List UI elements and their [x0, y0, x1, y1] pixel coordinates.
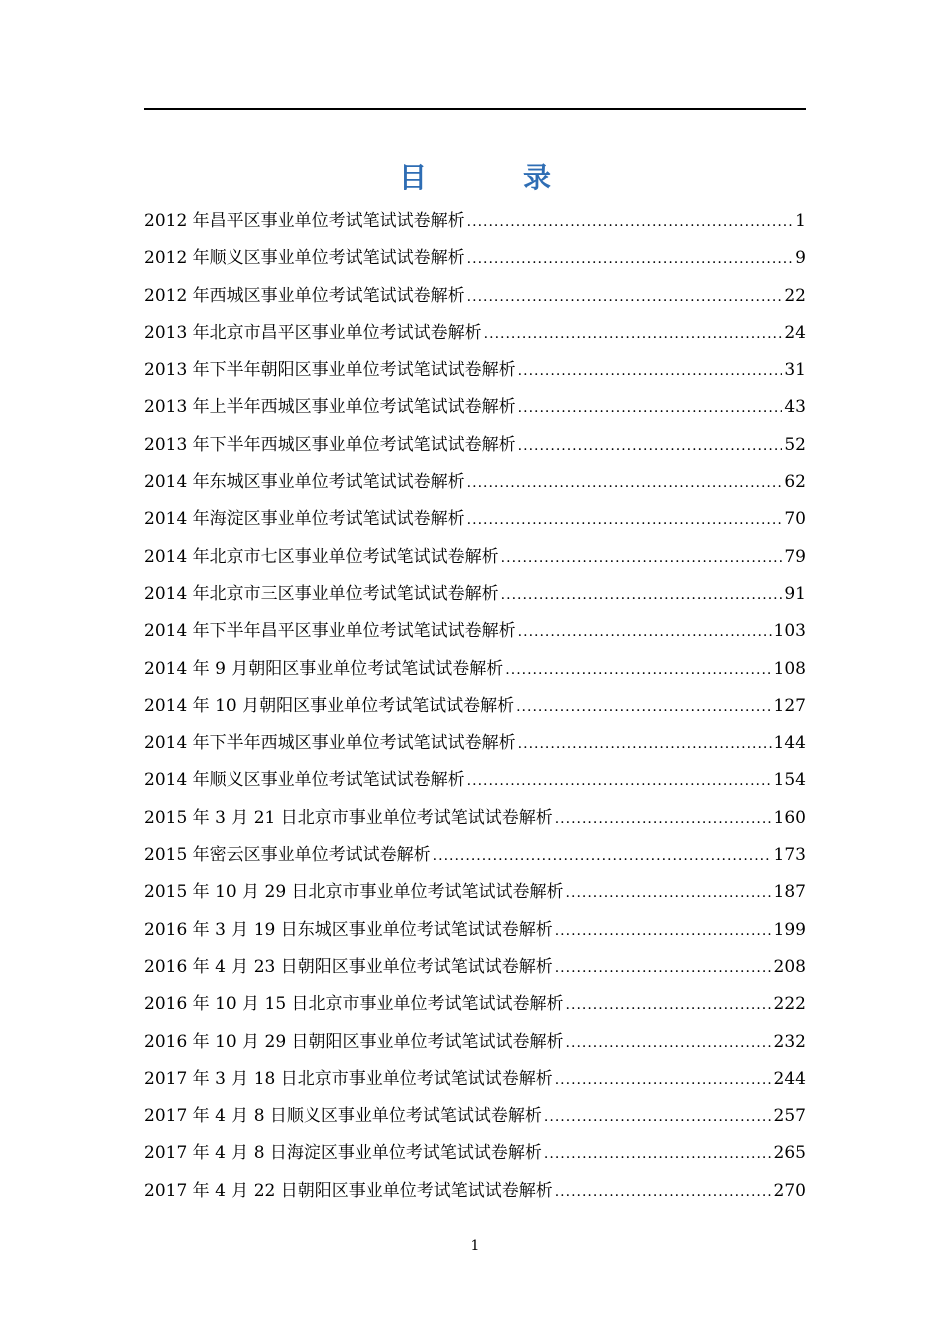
toc-entry-label: 2014 年下半年昌平区事业单位考试笔试试卷解析 [144, 621, 516, 642]
toc-entry-page: 173 [773, 845, 806, 866]
toc-entry[interactable] [144, 837, 806, 874]
toc-dot-leader [467, 204, 794, 241]
toc-entry-page: 43 [784, 397, 806, 418]
toc-entry-label: 2014 年北京市七区事业单位考试笔试试卷解析 [144, 546, 499, 567]
toc-dot-leader [501, 540, 783, 577]
toc-entry[interactable] [144, 912, 806, 949]
toc-entry[interactable] [144, 1061, 806, 1098]
toc-entry-label: 2017 年 4 月 8 日顺义区事业单位考试笔试试卷解析 [144, 1106, 542, 1127]
toc-entry-label: 2015 年密云区事业单位考试试卷解析 [144, 845, 431, 866]
toc-dot-leader [566, 875, 772, 912]
toc-entry-page: 257 [773, 1106, 806, 1127]
toc-entry-label: 2012 年昌平区事业单位考试笔试试卷解析 [144, 211, 465, 231]
toc-entry-label: 2014 年东城区事业单位考试笔试试卷解析 [144, 472, 465, 493]
toc-dot-leader [467, 502, 783, 539]
toc-entry-page: 24 [784, 322, 806, 343]
toc-entry[interactable] [144, 464, 806, 501]
toc-entry-page: 208 [773, 956, 806, 977]
toc-entry[interactable] [144, 352, 806, 389]
toc-entry[interactable] [144, 949, 806, 986]
toc-entry-label: 2017 年 3 月 18 日北京市事业单位考试笔试试卷解析 [144, 1068, 553, 1089]
toc-entry-label: 2014 年北京市三区事业单位考试笔试试卷解析 [144, 583, 499, 604]
toc-dot-leader [505, 652, 771, 689]
toc-dot-leader [467, 241, 794, 278]
toc-entry[interactable] [144, 1024, 806, 1061]
toc-entry-label: 2012 年西城区事业单位考试笔试试卷解析 [144, 285, 465, 306]
toc-entry-page: 70 [784, 509, 806, 530]
toc-entry-label: 2014 年 10 月朝阳区事业单位考试笔试试卷解析 [144, 695, 515, 716]
toc-entry-page: 62 [784, 472, 806, 493]
toc-dot-leader [518, 353, 783, 390]
toc-dot-leader [467, 763, 772, 800]
toc-entry[interactable] [144, 651, 806, 688]
toc-entry-page: 244 [773, 1068, 806, 1089]
toc-entry-page: 108 [773, 658, 806, 679]
toc-entry[interactable] [144, 688, 806, 725]
toc-entry-page: 1 [795, 211, 806, 231]
toc-dot-leader [484, 316, 783, 353]
toc-entry[interactable] [144, 986, 806, 1023]
toc-entry[interactable] [144, 278, 806, 315]
toc-entry-page: 270 [773, 1180, 806, 1201]
toc-entry-label: 2016 年 10 月 29 日朝阳区事业单位考试笔试试卷解析 [144, 1031, 564, 1052]
toc-dot-leader [467, 279, 783, 316]
toc-list [144, 203, 806, 1210]
toc-entry-page: 187 [773, 882, 806, 903]
toc-dot-leader [516, 689, 771, 726]
toc-entry-page: 144 [773, 733, 806, 754]
toc-dot-leader [555, 1174, 772, 1211]
toc-entry-page: 31 [784, 360, 806, 381]
toc-dot-leader [518, 390, 783, 427]
toc-entry[interactable] [144, 874, 806, 911]
toc-dot-leader [555, 801, 772, 838]
page-number: 1 [470, 1238, 480, 1254]
toc-entry-page: 22 [784, 285, 806, 306]
toc-entry[interactable] [144, 1098, 806, 1135]
toc-entry-label: 2013 年下半年朝阳区事业单位考试笔试试卷解析 [144, 360, 516, 381]
toc-entry-page: 265 [773, 1143, 806, 1164]
toc-entry[interactable] [144, 240, 806, 277]
toc-entry-page: 103 [773, 621, 806, 642]
toc-entry[interactable] [144, 1135, 806, 1172]
toc-dot-leader [518, 614, 772, 651]
toc-entry-page: 222 [773, 994, 806, 1015]
toc-dot-leader [555, 913, 772, 950]
toc-dot-leader [555, 950, 772, 987]
toc-entry-page: 79 [784, 546, 806, 567]
toc-entry[interactable] [144, 576, 806, 613]
toc-entry-label: 2015 年 3 月 21 日北京市事业单位考试笔试试卷解析 [144, 807, 553, 828]
toc-dot-leader [566, 987, 772, 1024]
toc-entry[interactable] [144, 427, 806, 464]
toc-dot-leader [518, 428, 783, 465]
toc-entry-label: 2017 年 4 月 22 日朝阳区事业单位考试笔试试卷解析 [144, 1180, 553, 1201]
toc-entry-page: 154 [773, 770, 806, 791]
toc-dot-leader [518, 726, 772, 763]
toc-entry-label: 2013 年下半年西城区事业单位考试笔试试卷解析 [144, 434, 516, 455]
toc-entry-page: 9 [795, 248, 806, 269]
toc-entry[interactable] [144, 725, 806, 762]
toc-entry-page: 160 [773, 807, 806, 828]
header-rule [144, 108, 806, 110]
toc-entry[interactable] [144, 1173, 806, 1210]
toc-dot-leader [544, 1136, 772, 1173]
toc-entry-label: 2013 年北京市昌平区事业单位考试试卷解析 [144, 322, 482, 343]
toc-entry[interactable] [144, 501, 806, 538]
toc-entry-label: 2014 年 9 月朝阳区事业单位考试笔试试卷解析 [144, 658, 504, 679]
toc-entry[interactable] [144, 613, 806, 650]
toc-dot-leader [433, 838, 772, 875]
toc-entry-label: 2014 年海淀区事业单位考试笔试试卷解析 [144, 509, 465, 530]
toc-dot-leader [544, 1099, 772, 1136]
toc-entry[interactable] [144, 539, 806, 576]
toc-entry-page: 91 [784, 583, 806, 604]
toc-entry-label: 2013 年上半年西城区事业单位考试笔试试卷解析 [144, 397, 516, 418]
toc-entry-label: 2014 年顺义区事业单位考试笔试试卷解析 [144, 770, 465, 791]
toc-entry[interactable] [144, 203, 806, 240]
toc-dot-leader [467, 465, 783, 502]
toc-entry[interactable] [144, 800, 806, 837]
toc-entry[interactable] [144, 389, 806, 426]
toc-entry[interactable] [144, 762, 806, 799]
toc-entry-label: 2016 年 3 月 19 日东城区事业单位考试笔试试卷解析 [144, 919, 553, 940]
toc-entry-label: 2012 年顺义区事业单位考试笔试试卷解析 [144, 248, 465, 269]
toc-title: 目 录 [398, 161, 585, 194]
toc-entry-page: 127 [773, 695, 806, 716]
toc-dot-leader [566, 1025, 772, 1062]
toc-dot-leader [555, 1062, 772, 1099]
toc-entry-label: 2016 年 10 月 15 日北京市事业单位考试笔试试卷解析 [144, 994, 564, 1015]
toc-entry-page: 52 [784, 434, 806, 455]
toc-entry-label: 2014 年下半年西城区事业单位考试笔试试卷解析 [144, 733, 516, 754]
toc-entry-page: 232 [773, 1031, 806, 1052]
toc-dot-leader [501, 577, 783, 614]
toc-entry-label: 2017 年 4 月 8 日海淀区事业单位考试笔试试卷解析 [144, 1143, 542, 1164]
toc-entry-page: 199 [773, 919, 806, 940]
toc-entry-label: 2015 年 10 月 29 日北京市事业单位考试笔试试卷解析 [144, 882, 564, 903]
toc-entry-label: 2016 年 4 月 23 日朝阳区事业单位考试笔试试卷解析 [144, 956, 553, 977]
toc-entry[interactable] [144, 315, 806, 352]
